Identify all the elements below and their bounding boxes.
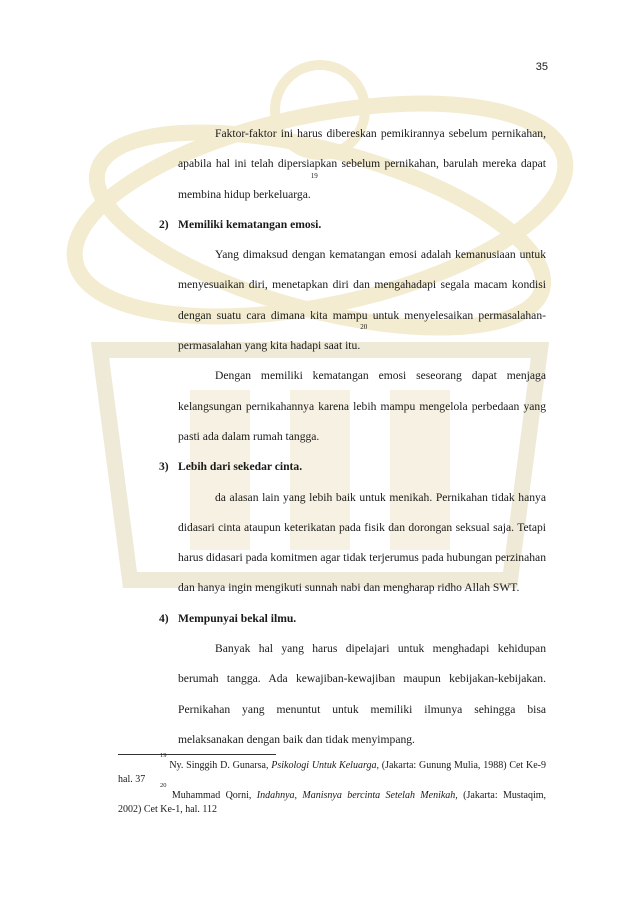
- section-heading: [159, 452, 546, 482]
- section-heading: [159, 604, 546, 634]
- paragraph: Faktor-faktor ini harus dibereskan pemikirannya sebelum pernikahan, apabila hal ini telah dipersiapkan sebelum pernikahan, barulah mereka dapat membina hidup berkeluarga.$^{19}$: [178, 127, 546, 201]
- footnote: $^{19}$ Ny. Singgih D. Gunarsa, Psikologi Untuk Keluarga, (Jakarta: Gunung Mulia, 1988) Cet Ke-9 hal. 37: [118, 752, 547, 785]
- heading-number: 3): [159, 460, 169, 474]
- footnote-ref: 20: [360, 323, 368, 332]
- heading-number: 4): [159, 611, 169, 625]
- heading-title: Lebih dari sekedar cinta.: [178, 460, 303, 474]
- paragraph: Yang dimaksud dengan kematangan emosi adalah kemanusiaan untuk menyesuaikan diri, menetapkan diri dan mengahadapi segala macam kondisi dengan suatu cara dimana kita mampu untuk menyelesaikan permasalahan-permasalahan yang kita hadapi saat itu.$^{20}$: [178, 248, 546, 353]
- paragraph: Dengan memiliki kematangan emosi seseorang dapat menjaga kelangsungan pernikahannya karena lebih mampu mengelola perbedaan yang pasti ada dalam rumah tangga.: [178, 369, 546, 443]
- page-number: 35: [535, 61, 548, 73]
- paragraph: Banyak hal yang harus dipelajari untuk menghadapi kehidupan berumah tangga. Ada kewajiban-kewajiban maupun kebijakan-kebijakan. Pernikahan yang menuntut untuk memiliki ilmunya sehingga bisa melaksanakan dengan baik dan tidak menyimpang.: [178, 642, 546, 746]
- paragraph: da alasan lain yang lebih baik untuk menikah. Pernikahan tidak hanya didasari cinta ataupun keterikatan pada fisik dan dorongan seksual saja. Tetapi harus didasari pada komitmen agar tidak terjerumus pada hubungan perzinahan dan hanya ingin mengikuti sunnah nabi dan mengharap ridho Allah SWT.: [178, 490, 546, 595]
- footnote-separator: [118, 754, 276, 755]
- footnotes: [118, 752, 547, 819]
- main-text: [159, 119, 546, 755]
- heading-title: Mempunyai bekal ilmu.: [178, 611, 297, 625]
- section-heading: [159, 210, 546, 240]
- footnote: $^{20}$ Muhammad Qorni, Indahnya, Manisnya bercinta Setelah Menikah, (Jakarta: Mustaqim, 2002) Cet Ke-1, hal. 112: [118, 782, 547, 815]
- heading-title: Memiliki kematangan emosi.: [178, 217, 322, 231]
- footnote-ref: 19: [310, 171, 318, 180]
- heading-number: 2): [159, 217, 169, 231]
